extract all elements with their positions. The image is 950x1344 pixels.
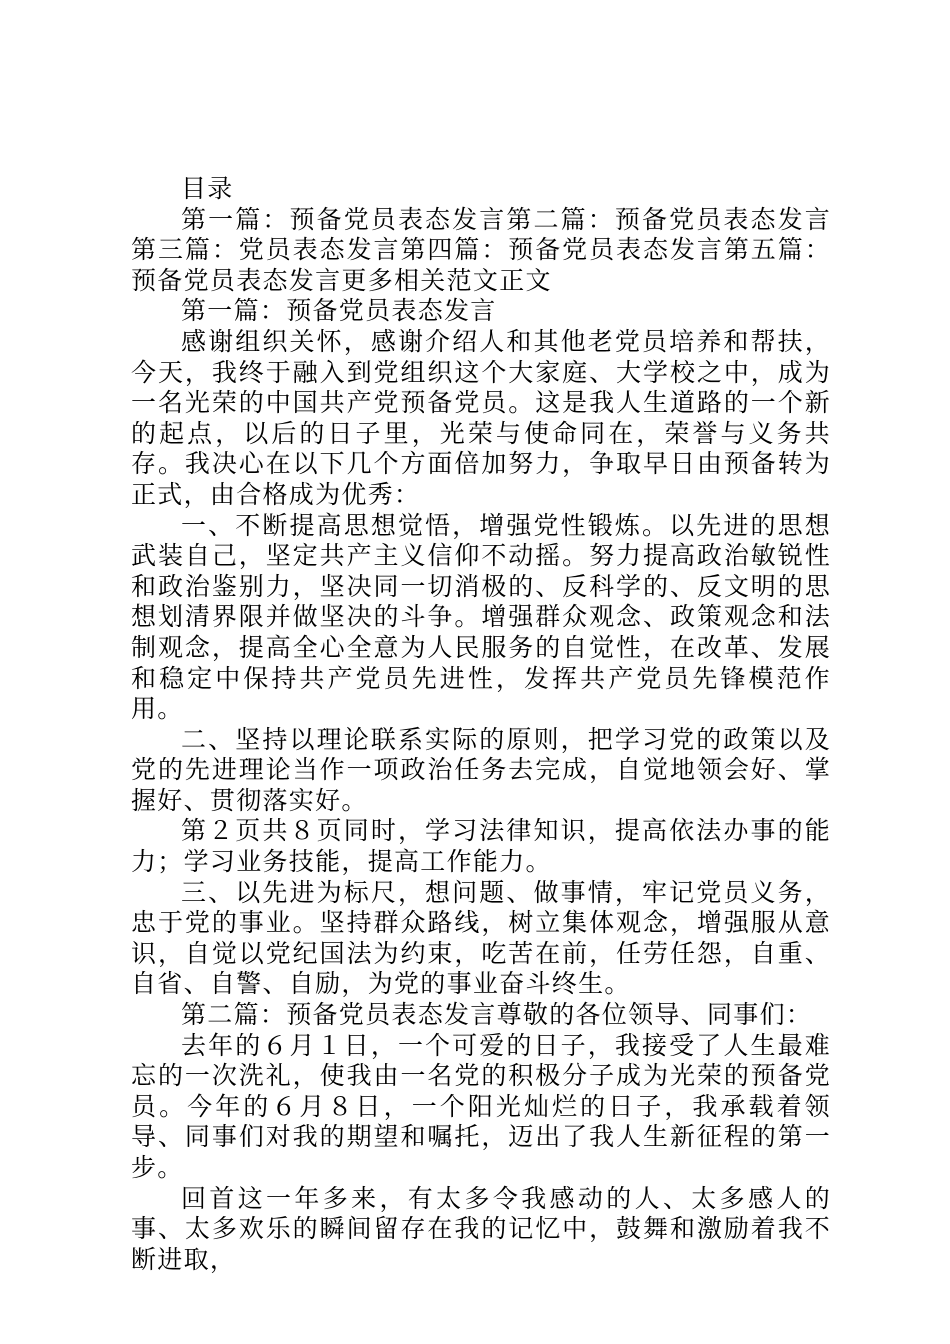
paragraph-point-1: 一、不断提高思想觉悟，增强党性锻炼。以先进的思想武装自己，坚定共产主义信仰不动摇。努力提高政治敏锐性和政治鉴别力，坚决同一切消极的、反科学的、反文明的思想划清界限并做坚决的斗争。增强群众观念、政策观念和法制观念，提高全心全意为人民服务的自觉性，在改革、发展和稳定中保持共产党员先进性，发挥共产党员先锋模范作用。 <box>131 510 831 724</box>
paragraph-last-year: 去年的６月１日，一个可爱的日子，我接受了人生最难忘的一次洗礼，使我由一名党的积极分子成为光荣的预备党员。今年的６月８日，一个阳光灿烂的日子，我承载着领导、同事们对我的期望和嘱托，迈出了我人生新征程的第一步。 <box>131 1030 831 1182</box>
paragraph-point-2: 二、坚持以理论联系实际的原则，把学习党的政策以及党的先进理论当作一项政治任务去完成，自觉地领会好、掌握好、贯彻落实好。 <box>131 724 831 815</box>
paragraph-page-note: 第２页共８页同时，学习法律知识，提高依法办事的能力；学习业务技能，提高工作能力。 <box>131 816 831 877</box>
toc-entries: 第一篇：预备党员表态发言第二篇：预备党员表态发言第三篇：党员表态发言第四篇：预备党员表态发言第五篇：预备党员表态发言更多相关范文正文 <box>131 204 831 295</box>
toc-heading: 目录 <box>181 174 234 203</box>
section-title-2: 第二篇：预备党员表态发言尊敬的各位领导、同事们： <box>181 1000 813 1030</box>
paragraph-review: 回首这一年多来，有太多令我感动的人、太多感人的事、太多欢乐的瞬间留存在我的记忆中，鼓舞和激励着我不断进取， <box>131 1183 831 1274</box>
paragraph-intro: 感谢组织关怀，感谢介绍人和其他老党员培养和帮扶，今天，我终于融入到党组织这个大家庭、大学校之中，成为一名光荣的中国共产党预备党员。这是我人生道路的一个新的起点，以后的日子里，光荣与使命同在，荣誉与义务共存。我决心在以下几个方面倍加努力，争取早日由预备转为正式，由合格成为优秀： <box>131 326 831 509</box>
document-body <box>131 174 831 1275</box>
paragraph-point-3: 三、以先进为标尺，想问题、做事情，牢记党员义务，忠于党的事业。坚持群众路线，树立集体观念，增强服从意识，自觉以党纪国法为约束，吃苦在前，任劳任怨，自重、自省、自警、自励，为党的事业奋斗终生。 <box>131 877 831 999</box>
section-title-1: 第一篇：预备党员表态发言 <box>181 296 497 326</box>
